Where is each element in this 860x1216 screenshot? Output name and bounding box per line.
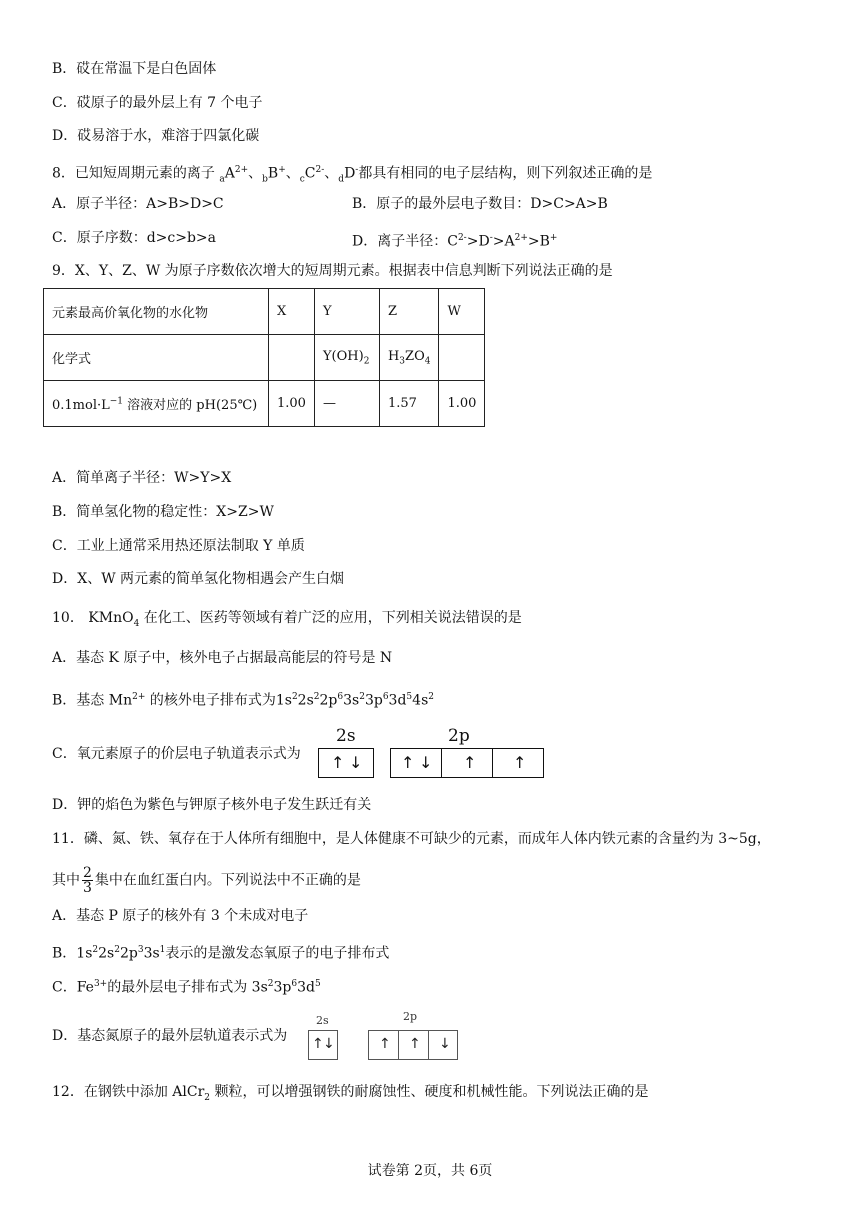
q10-option-b: B．基态 $Mn^{2+}$ 的核外电子排布式为$1s^22s^22p^63s^23p^63d^54s^2$ [52, 692, 434, 709]
table-row-label: $0.1mol\cdot L^{-1}$ 溶液对应的 pH(25℃) [44, 381, 269, 427]
up-arrow-icon: ↑ [409, 1036, 421, 1052]
q10-option-d: D．钾的焰色为紫色与钾原子核外电子发生跃迁有关 [52, 797, 372, 813]
q11-option-c: C．$Fe^{3+}$的最外层电子排布式为 $3s^23p^63d^5$ [52, 979, 321, 996]
q9-option-c: C．工业上通常采用热还原法制取 Y 单质 [52, 538, 305, 554]
q9-option-d: D．X、W 两元素的简单氢化物相遇会产生白烟 [52, 571, 345, 587]
up-arrow-icon: ↑ [331, 753, 345, 772]
q10-option-a: A．基态 K 原子中，核外电子占据最高能层的符号是 N [52, 650, 393, 666]
down-arrow-icon: ↓ [323, 1036, 335, 1052]
orbital-box-2s [308, 1030, 338, 1060]
table-cell: 1.00 [439, 381, 485, 427]
table-cell: 1.00 [269, 381, 315, 427]
nitrogen-orbital-diagram [308, 1010, 460, 1066]
q7-option-d: D．砹易溶于水，难溶于四氯化碳 [52, 128, 260, 144]
q11-option-b: B．$1s^22s^22p^33s^1$表示的是激发态氧原子的电子排布式 [52, 945, 390, 962]
q7-option-b: B．砹在常温下是白色固体 [52, 61, 217, 77]
orbital-label-2s: 2s [336, 726, 356, 746]
table-header-cell: W [439, 289, 485, 335]
orbital-box-2p [390, 748, 544, 778]
table-cell [269, 335, 315, 381]
oxygen-orbital-diagram [318, 726, 548, 782]
orbital-label-2p: 2p [403, 1010, 418, 1023]
q8-option-c: C．原子序数：d>c>b>a [52, 230, 217, 246]
q7-option-c: C．砹原子的最外层上有 7 个电子 [52, 95, 263, 111]
table-cell [439, 335, 485, 381]
q11-stem-line1: 11．磷、氮、铁、氧存在于人体所有细胞中，是人体健康不可缺少的元素，而成年人体内铁元素的含量约为 3~5g， [52, 831, 771, 847]
table-header-cell: X [269, 289, 315, 335]
table-cell: $Y(OH)_2$ [314, 335, 379, 381]
table-header-cell: 元素最高价氧化物的水化物 [44, 289, 269, 335]
q9-option-a: A．简单离子半径：W>Y>X [52, 470, 232, 486]
up-arrow-icon: ↑ [401, 753, 415, 772]
up-arrow-icon: ↑ [463, 753, 477, 772]
q9-option-b: B．简单氢化物的稳定性：X>Z>W [52, 504, 274, 520]
table-header-cell: Z [379, 289, 439, 335]
orbital-label-2p: 2p [448, 726, 470, 746]
q8-options-row1 [52, 194, 608, 214]
q8-stem: 8．已知短周期元素的离子 $_aA^{2+}$、$_b$B+、$_cC^{2-}$、$_d$D-都具有相同的电子层结构，则下列叙述正确的是 [52, 165, 653, 185]
q8-option-a: A．原子半径：A>B>D>C [52, 196, 224, 212]
table-header-cell: Y [314, 289, 379, 335]
q9-table [43, 288, 485, 427]
q11-option-a: A．基态 P 原子的核外有 3 个未成对电子 [52, 908, 309, 924]
down-arrow-icon: ↓ [419, 753, 433, 772]
orbital-box-2p [368, 1030, 458, 1060]
table-cell: $H_3ZO_4$ [379, 335, 439, 381]
fraction: $\frac{2}{3}$ [83, 865, 92, 896]
q11-option-d: D．基态氮原子的最外层轨道表示式为 [52, 1028, 288, 1044]
up-arrow-icon: ↑ [379, 1036, 391, 1052]
q10-option-c: C．氧元素原子的价层电子轨道表示式为 [52, 746, 301, 762]
orbital-box-2s [318, 748, 374, 778]
down-arrow-icon: ↓ [439, 1036, 451, 1052]
q8-option-d: D．离子半径：$C^{2-}>D^->A^{2+}>B^+$ [352, 233, 558, 250]
q11-stem-line2: 其中 $\frac{2}{3}$ 集中在血红蛋白内。下列说法中不正确的是 [52, 865, 361, 896]
table-cell: 1.57 [379, 381, 439, 427]
table-cell: — [314, 381, 379, 427]
up-arrow-icon: ↑ [312, 1036, 324, 1052]
q9-stem: 9．X、Y、Z、W 为原子序数依次增大的短周期元素。根据表中信息判断下列说法正确的是 [52, 263, 613, 279]
page-footer: 试卷第 2页，共 6页 [367, 1163, 493, 1179]
q10-stem: 10． KMnO$_4$ 在化工、医药等领域有着广泛的应用，下列相关说法错误的是 [52, 610, 522, 629]
table-row-label: 化学式 [44, 335, 269, 381]
q8-option-b: B．原子的最外层电子数目：D>C>A>B [352, 196, 608, 212]
up-arrow-icon: ↑ [513, 753, 527, 772]
q8-options-row2 [52, 228, 558, 250]
down-arrow-icon: ↓ [349, 753, 363, 772]
q12-stem: 12．在钢铁中添加 AlCr$_2$ 颗粒，可以增强钢铁的耐腐蚀性、硬度和机械性能。下列说法正确的是 [52, 1084, 649, 1103]
orbital-label-2s: 2s [316, 1014, 329, 1027]
